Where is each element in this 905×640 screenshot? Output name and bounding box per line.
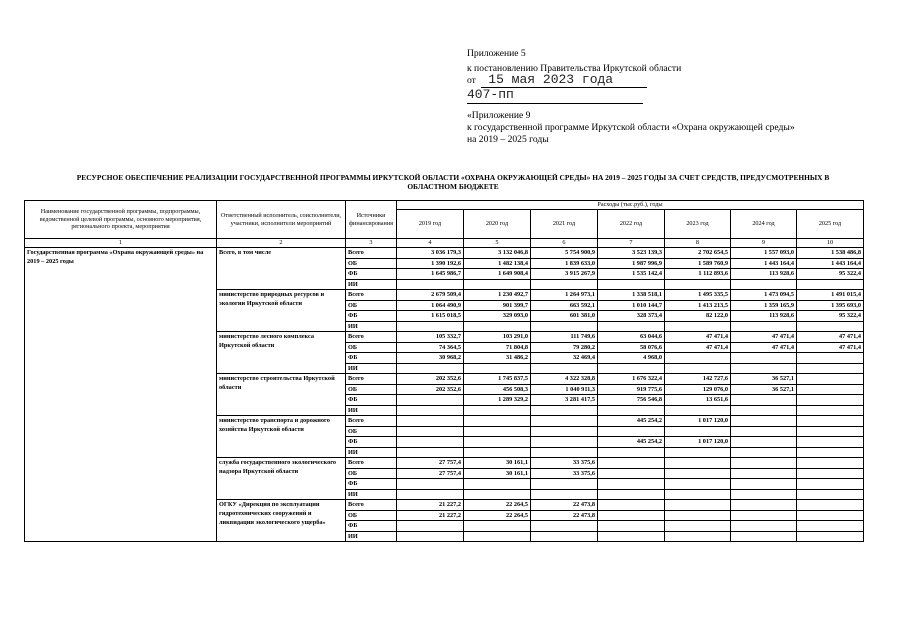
amount-cell bbox=[665, 510, 731, 521]
amount-cell: 79 280,2 bbox=[531, 342, 598, 353]
funding-source-cell: ОБ bbox=[346, 468, 397, 479]
amount-cell: 1 112 893,6 bbox=[665, 269, 731, 280]
amount-cell bbox=[397, 447, 464, 458]
amount-cell bbox=[731, 521, 797, 532]
amount-cell bbox=[464, 279, 531, 290]
amount-cell: 3 281 417,5 bbox=[531, 395, 598, 406]
funding-source-cell: Всего bbox=[346, 458, 397, 469]
amount-cell: 1 010 144,7 bbox=[598, 300, 665, 311]
col-header-executor: Ответственный исполнитель, соисполнители, участники, исполнители мероприятий bbox=[217, 201, 346, 239]
appendix-label: Приложение 5 bbox=[467, 48, 526, 59]
amount-cell bbox=[531, 416, 598, 427]
amount-cell bbox=[665, 426, 731, 437]
amount-cell: 3 523 139,3 bbox=[598, 248, 665, 259]
year-header-2021: 2021 год bbox=[531, 210, 598, 239]
column-number: 6 bbox=[531, 239, 598, 248]
amount-cell: 5 754 900,9 bbox=[531, 248, 598, 259]
amount-cell: 1 491 015,4 bbox=[797, 290, 864, 301]
program-name-cell: Государственная программа «Охрана окружающей среды» на 2019 – 2025 годы bbox=[25, 248, 217, 542]
amount-cell bbox=[598, 405, 665, 416]
column-number: 5 bbox=[464, 239, 531, 248]
amount-cell: 95 322,4 bbox=[797, 311, 864, 322]
amount-cell: 13 651,6 bbox=[665, 395, 731, 406]
amount-cell bbox=[397, 479, 464, 490]
title-line-2: ОБЛАСТНОМ БЮДЖЕТЕ bbox=[407, 182, 499, 191]
amount-cell bbox=[531, 426, 598, 437]
amount-cell: 1 064 490,9 bbox=[397, 300, 464, 311]
amount-cell bbox=[598, 531, 665, 542]
amount-cell: 202 352,6 bbox=[397, 374, 464, 385]
funding-source-cell: ОБ bbox=[346, 426, 397, 437]
amount-cell: 3 036 179,3 bbox=[397, 248, 464, 259]
amount-cell: 21 227,2 bbox=[397, 500, 464, 511]
funding-source-cell: ФБ bbox=[346, 479, 397, 490]
resolution-date bbox=[467, 74, 613, 87]
table-row bbox=[25, 248, 864, 259]
amount-cell bbox=[731, 489, 797, 500]
amount-cell bbox=[731, 479, 797, 490]
amount-cell: 31 486,2 bbox=[464, 353, 531, 364]
amount-cell bbox=[397, 321, 464, 332]
executor-cell: министерство лесного комплекса Иркутской области bbox=[217, 332, 346, 374]
amount-cell: 1 264 973,1 bbox=[531, 290, 598, 301]
amount-cell: 1 040 911,3 bbox=[531, 384, 598, 395]
amount-cell: 47 471,4 bbox=[665, 342, 731, 353]
number-underline bbox=[467, 103, 643, 104]
amount-cell: 1 589 760,9 bbox=[665, 258, 731, 269]
amount-cell: 74 364,5 bbox=[397, 342, 464, 353]
amount-cell bbox=[797, 405, 864, 416]
amount-cell: 2 702 654,5 bbox=[665, 248, 731, 259]
amount-cell: 22 264,5 bbox=[464, 510, 531, 521]
amount-cell bbox=[531, 437, 598, 448]
amount-cell: 113 928,6 bbox=[731, 311, 797, 322]
year-header-2024: 2024 год bbox=[731, 210, 797, 239]
amount-cell bbox=[797, 458, 864, 469]
program-appendix-label: «Приложение 9 bbox=[467, 110, 531, 121]
amount-cell bbox=[598, 468, 665, 479]
amount-cell: 445 254,2 bbox=[598, 416, 665, 427]
amount-cell: 22 264,5 bbox=[464, 500, 531, 511]
amount-cell bbox=[665, 321, 731, 332]
amount-cell: 30 161,1 bbox=[464, 468, 531, 479]
amount-cell bbox=[397, 363, 464, 374]
amount-cell: 202 352,6 bbox=[397, 384, 464, 395]
funding-source-cell: Всего bbox=[346, 416, 397, 427]
amount-cell bbox=[598, 521, 665, 532]
amount-cell bbox=[797, 395, 864, 406]
amount-cell bbox=[731, 458, 797, 469]
funding-source-cell: ИИ bbox=[346, 489, 397, 500]
funding-source-cell: ФБ bbox=[346, 269, 397, 280]
amount-cell bbox=[797, 363, 864, 374]
amount-cell bbox=[731, 363, 797, 374]
amount-cell bbox=[797, 510, 864, 521]
document-title bbox=[22, 173, 884, 191]
funding-source-cell: ИИ bbox=[346, 447, 397, 458]
resolution-reference: к постановлению Правительства Иркутской области bbox=[467, 63, 682, 74]
funding-source-cell: ИИ bbox=[346, 363, 397, 374]
amount-cell bbox=[731, 405, 797, 416]
amount-cell bbox=[731, 447, 797, 458]
amount-cell: 901 399,7 bbox=[464, 300, 531, 311]
executor-cell: Всего, в том числе bbox=[217, 248, 346, 290]
amount-cell bbox=[731, 279, 797, 290]
amount-cell: 1 443 164,4 bbox=[731, 258, 797, 269]
col-header-expenses: Расходы (тыс.руб.), годы bbox=[397, 201, 864, 210]
amount-cell: 103 291,0 bbox=[464, 332, 531, 343]
funding-source-cell: ФБ bbox=[346, 311, 397, 322]
amount-cell: 1 676 322,4 bbox=[598, 374, 665, 385]
funding-source-cell: ФБ bbox=[346, 353, 397, 364]
amount-cell bbox=[665, 363, 731, 374]
date-value: 15 мая 2023 года bbox=[488, 72, 614, 87]
amount-cell: 1 649 908,4 bbox=[464, 269, 531, 280]
amount-cell: 33 375,6 bbox=[531, 458, 598, 469]
funding-source-cell: ИИ bbox=[346, 279, 397, 290]
amount-cell bbox=[397, 395, 464, 406]
column-number: 2 bbox=[217, 239, 346, 248]
resource-table bbox=[24, 200, 864, 542]
col-header-source: Источники финансирования bbox=[346, 201, 397, 239]
column-number: 7 bbox=[598, 239, 665, 248]
amount-cell bbox=[731, 437, 797, 448]
column-number: 10 bbox=[797, 239, 864, 248]
amount-cell bbox=[464, 321, 531, 332]
amount-cell bbox=[464, 437, 531, 448]
executor-cell: служба государственного экологического надзора Иркутской области bbox=[217, 458, 346, 500]
amount-cell bbox=[797, 531, 864, 542]
amount-cell: 1 338 518,1 bbox=[598, 290, 665, 301]
executor-cell: министерство транспорта и дорожного хозяйства Иркутской области bbox=[217, 416, 346, 458]
amount-cell bbox=[397, 521, 464, 532]
amount-cell: 328 373,4 bbox=[598, 311, 665, 322]
amount-cell bbox=[397, 531, 464, 542]
amount-cell bbox=[531, 363, 598, 374]
amount-cell: 1 557 093,0 bbox=[731, 248, 797, 259]
amount-cell bbox=[397, 416, 464, 427]
amount-cell bbox=[797, 321, 864, 332]
year-header-2019: 2019 год bbox=[397, 210, 464, 239]
amount-cell: 1 390 192,6 bbox=[397, 258, 464, 269]
amount-cell: 27 757,4 bbox=[397, 458, 464, 469]
amount-cell: 1 538 486,8 bbox=[797, 248, 864, 259]
amount-cell: 4 968,0 bbox=[598, 353, 665, 364]
executor-cell: ОГКУ «Дирекция по эксплуатации гидротехнических сооружений и ликвидации экологического ущерба» bbox=[217, 500, 346, 542]
amount-cell: 456 508,3 bbox=[464, 384, 531, 395]
amount-cell: 1 482 138,4 bbox=[464, 258, 531, 269]
amount-cell bbox=[598, 363, 665, 374]
amount-cell bbox=[797, 384, 864, 395]
amount-cell: 30 161,1 bbox=[464, 458, 531, 469]
amount-cell: 329 093,0 bbox=[464, 311, 531, 322]
amount-cell bbox=[531, 447, 598, 458]
column-number: 8 bbox=[665, 239, 731, 248]
amount-cell: 4 322 328,8 bbox=[531, 374, 598, 385]
amount-cell: 47 471,4 bbox=[797, 342, 864, 353]
amount-cell: 1 987 996,9 bbox=[598, 258, 665, 269]
amount-cell: 1 615 018,5 bbox=[397, 311, 464, 322]
amount-cell bbox=[731, 500, 797, 511]
amount-cell bbox=[797, 500, 864, 511]
column-number-row bbox=[25, 239, 864, 248]
amount-cell bbox=[731, 321, 797, 332]
amount-cell bbox=[665, 447, 731, 458]
amount-cell: 36 527,1 bbox=[731, 374, 797, 385]
amount-cell: 36 527,1 bbox=[731, 384, 797, 395]
amount-cell: 22 473,8 bbox=[531, 510, 598, 521]
amount-cell: 2 679 509,4 bbox=[397, 290, 464, 301]
funding-source-cell: ОБ bbox=[346, 300, 397, 311]
amount-cell: 756 546,8 bbox=[598, 395, 665, 406]
amount-cell bbox=[665, 353, 731, 364]
amount-cell: 47 471,4 bbox=[665, 332, 731, 343]
amount-cell: 1 443 164,4 bbox=[797, 258, 864, 269]
amount-cell: 1 645 986,7 bbox=[397, 269, 464, 280]
year-header-2022: 2022 год bbox=[598, 210, 665, 239]
amount-cell: 63 044,6 bbox=[598, 332, 665, 343]
amount-cell bbox=[464, 363, 531, 374]
amount-cell: 32 469,4 bbox=[531, 353, 598, 364]
amount-cell: 445 254,2 bbox=[598, 437, 665, 448]
amount-cell bbox=[797, 437, 864, 448]
amount-cell bbox=[598, 458, 665, 469]
funding-source-cell: ОБ bbox=[346, 342, 397, 353]
amount-cell bbox=[665, 531, 731, 542]
amount-cell bbox=[598, 479, 665, 490]
amount-cell bbox=[797, 479, 864, 490]
amount-cell: 1 413 213,5 bbox=[665, 300, 731, 311]
funding-source-cell: Всего bbox=[346, 290, 397, 301]
amount-cell bbox=[797, 468, 864, 479]
amount-cell: 1 495 335,5 bbox=[665, 290, 731, 301]
year-header-2025: 2025 год bbox=[797, 210, 864, 239]
amount-cell bbox=[598, 426, 665, 437]
program-reference: к государственной программе Иркутской области «Охрана окружающей среды» bbox=[467, 122, 795, 133]
program-period: на 2019 – 2025 годы bbox=[467, 134, 549, 145]
funding-source-cell: Всего bbox=[346, 500, 397, 511]
amount-cell bbox=[665, 500, 731, 511]
col-header-name: Наименование государственной программы, подпрограммы, ведомственной целевой программы, основного мероприятия, регионального проекта, мероприятия bbox=[25, 201, 217, 239]
amount-cell bbox=[731, 416, 797, 427]
amount-cell bbox=[397, 426, 464, 437]
amount-cell bbox=[531, 321, 598, 332]
amount-cell: 129 076,0 bbox=[665, 384, 731, 395]
amount-cell bbox=[731, 510, 797, 521]
amount-cell: 30 968,2 bbox=[397, 353, 464, 364]
amount-cell bbox=[665, 489, 731, 500]
funding-source-cell: Всего bbox=[346, 374, 397, 385]
funding-source-cell: ФБ bbox=[346, 521, 397, 532]
amount-cell bbox=[464, 479, 531, 490]
funding-source-cell: ОБ bbox=[346, 258, 397, 269]
amount-cell bbox=[731, 395, 797, 406]
amount-cell bbox=[797, 447, 864, 458]
amount-cell: 58 076,6 bbox=[598, 342, 665, 353]
amount-cell bbox=[598, 489, 665, 500]
year-header-2023: 2023 год bbox=[665, 210, 731, 239]
funding-source-cell: ФБ bbox=[346, 395, 397, 406]
date-prefix: от bbox=[467, 75, 476, 86]
amount-cell bbox=[531, 489, 598, 500]
amount-cell: 33 375,6 bbox=[531, 468, 598, 479]
amount-cell bbox=[731, 426, 797, 437]
amount-cell bbox=[464, 416, 531, 427]
amount-cell bbox=[797, 426, 864, 437]
amount-cell bbox=[665, 521, 731, 532]
amount-cell: 27 757,4 bbox=[397, 468, 464, 479]
amount-cell: 47 471,4 bbox=[797, 332, 864, 343]
amount-cell: 21 227,2 bbox=[397, 510, 464, 521]
amount-cell bbox=[464, 531, 531, 542]
amount-cell bbox=[531, 405, 598, 416]
amount-cell bbox=[665, 468, 731, 479]
amount-cell bbox=[731, 531, 797, 542]
amount-cell bbox=[797, 489, 864, 500]
amount-cell: 95 322,4 bbox=[797, 269, 864, 280]
amount-cell: 919 775,6 bbox=[598, 384, 665, 395]
funding-source-cell: Всего bbox=[346, 332, 397, 343]
amount-cell bbox=[797, 353, 864, 364]
amount-cell: 82 122,0 bbox=[665, 311, 731, 322]
amount-cell: 113 928,6 bbox=[731, 269, 797, 280]
amount-cell bbox=[598, 321, 665, 332]
amount-cell bbox=[797, 521, 864, 532]
amount-cell: 3 132 046,8 bbox=[464, 248, 531, 259]
amount-cell: 1 839 633,0 bbox=[531, 258, 598, 269]
funding-source-cell: ОБ bbox=[346, 384, 397, 395]
amount-cell: 105 332,7 bbox=[397, 332, 464, 343]
amount-cell bbox=[397, 489, 464, 500]
amount-cell bbox=[731, 468, 797, 479]
amount-cell: 1 359 165,9 bbox=[731, 300, 797, 311]
amount-cell: 1 230 492,7 bbox=[464, 290, 531, 301]
amount-cell bbox=[665, 279, 731, 290]
amount-cell: 142 727,6 bbox=[665, 374, 731, 385]
amount-cell: 1 745 837,5 bbox=[464, 374, 531, 385]
amount-cell bbox=[665, 458, 731, 469]
executor-cell: министерство природных ресурсов и экологии Иркутской области bbox=[217, 290, 346, 332]
amount-cell bbox=[665, 479, 731, 490]
amount-cell: 663 592,1 bbox=[531, 300, 598, 311]
amount-cell bbox=[797, 279, 864, 290]
amount-cell: 1 017 120,0 bbox=[665, 416, 731, 427]
funding-source-cell: ИИ bbox=[346, 405, 397, 416]
amount-cell: 1 395 693,0 bbox=[797, 300, 864, 311]
amount-cell bbox=[464, 489, 531, 500]
title-line-1: РЕСУРСНОЕ ОБЕСПЕЧЕНИЕ РЕАЛИЗАЦИИ ГОСУДАРСТВЕННОЙ ПРОГРАММЫ ИРКУТСКОЙ ОБЛАСТИ «ОХРАНА ОКРУЖАЮЩЕЙ СРЕДЫ» НА 2019 – 2025 ГОДЫ ЗА СЧЕТ СРЕДСТВ, ПРЕДУСМОТРЕННЫХ В bbox=[76, 173, 830, 182]
amount-cell: 71 804,8 bbox=[464, 342, 531, 353]
funding-source-cell: Всего bbox=[346, 248, 397, 259]
amount-cell bbox=[397, 437, 464, 448]
amount-cell: 111 749,6 bbox=[531, 332, 598, 343]
funding-source-cell: ФБ bbox=[346, 437, 397, 448]
amount-cell bbox=[598, 510, 665, 521]
funding-source-cell: ИИ bbox=[346, 321, 397, 332]
amount-cell bbox=[397, 279, 464, 290]
funding-source-cell: ИИ bbox=[346, 531, 397, 542]
amount-cell: 22 473,8 bbox=[531, 500, 598, 511]
amount-cell bbox=[397, 405, 464, 416]
amount-cell bbox=[797, 416, 864, 427]
amount-cell bbox=[531, 479, 598, 490]
column-number: 4 bbox=[397, 239, 464, 248]
amount-cell bbox=[531, 279, 598, 290]
resolution-number: 407-пп bbox=[467, 87, 514, 102]
amount-cell bbox=[731, 353, 797, 364]
amount-cell bbox=[464, 405, 531, 416]
amount-cell bbox=[464, 447, 531, 458]
table-header-row-1 bbox=[25, 201, 864, 210]
amount-cell: 47 471,4 bbox=[731, 342, 797, 353]
amount-cell: 601 381,0 bbox=[531, 311, 598, 322]
amount-cell bbox=[598, 279, 665, 290]
amount-cell bbox=[531, 531, 598, 542]
year-header-2020: 2020 год bbox=[464, 210, 531, 239]
amount-cell: 1 017 120,0 bbox=[665, 437, 731, 448]
amount-cell: 1 289 329,2 bbox=[464, 395, 531, 406]
executor-cell: министерство строительства Иркутской области bbox=[217, 374, 346, 416]
amount-cell bbox=[797, 374, 864, 385]
funding-source-cell: ОБ bbox=[346, 510, 397, 521]
amount-cell bbox=[464, 521, 531, 532]
column-number: 3 bbox=[346, 239, 397, 248]
amount-cell: 3 915 267,9 bbox=[531, 269, 598, 280]
amount-cell bbox=[531, 521, 598, 532]
amount-cell bbox=[665, 405, 731, 416]
amount-cell bbox=[598, 447, 665, 458]
amount-cell: 1 473 094,5 bbox=[731, 290, 797, 301]
column-number: 9 bbox=[731, 239, 797, 248]
amount-cell bbox=[464, 426, 531, 437]
amount-cell bbox=[598, 500, 665, 511]
column-number: 1 bbox=[25, 239, 217, 248]
amount-cell: 1 535 142,4 bbox=[598, 269, 665, 280]
amount-cell: 47 471,4 bbox=[731, 332, 797, 343]
